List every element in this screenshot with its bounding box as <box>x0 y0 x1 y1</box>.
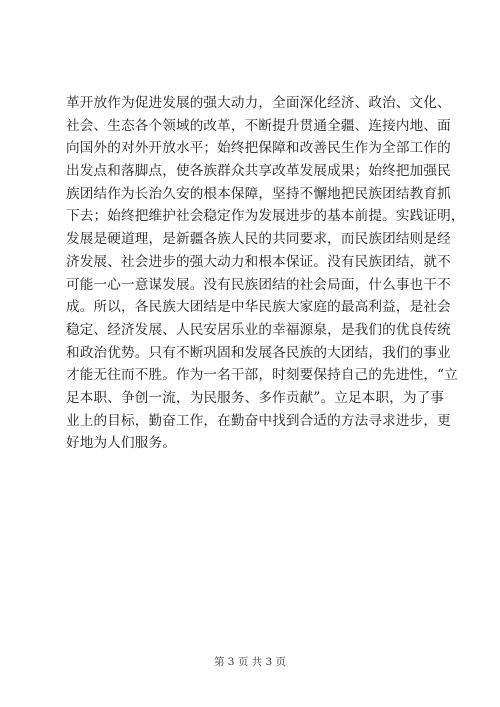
text-line: 革开放作为促进发展的强大动力，全面深化经济、政治、文化、 <box>66 95 451 111</box>
text-line: 业上的目标，勤奋工作，在勤奋中找到合适的方法寻求进步，更 <box>66 412 451 429</box>
text-line: 才能无往而不胜。作为一名干部，时刻要保持自己的先进性，“立 <box>66 367 458 384</box>
text-line: 可能一心一意谋发展。没有民族团结的社会局面，什么事也干不 <box>66 276 451 293</box>
text-line: 济发展、社会进步的强大动力和根本保证。没有民族团结，就不 <box>66 253 451 270</box>
text-line: 发展是硬道理，是新疆各族人民的共同要求，而民族团结则是经 <box>66 231 451 248</box>
text-line: 好地为人们服务。 <box>66 435 176 452</box>
page-number-label: 第 3 页 共 3 页 <box>213 656 287 668</box>
text-line: 族团结作为长治久安的根本保障，坚持不懈地把民族团结教育抓 <box>66 185 451 202</box>
page-footer <box>0 655 500 669</box>
text-line: 和政治优势。只有不断巩固和发展各民族的大团结，我们的事业 <box>66 344 451 361</box>
text-line: 足本职、争创一流，为民服务、多作贡献”。立足本职，为了事 <box>66 389 445 406</box>
text-line: 下去；始终把维护社会稳定作为发展进步的基本前提。实践证明， <box>66 208 465 225</box>
text-line: 出发点和落脚点，使各族群众共享改革发展成果；始终把加强民 <box>66 163 451 180</box>
text-line: 稳定、经济发展、人民安居乐业的幸福源泉，是我们的优良传统 <box>66 321 451 338</box>
text-line: 成。所以，各民族大团结是中华民族大家庭的最高利益，是社会 <box>66 299 451 316</box>
text-line: 社会、生态各个领域的改革，不断提升贯通全疆、连接内地、面 <box>66 117 451 134</box>
text-line: 向国外的对外开放水平；始终把保障和改善民生作为全部工作的 <box>66 140 451 157</box>
body-paragraph <box>66 92 465 455</box>
